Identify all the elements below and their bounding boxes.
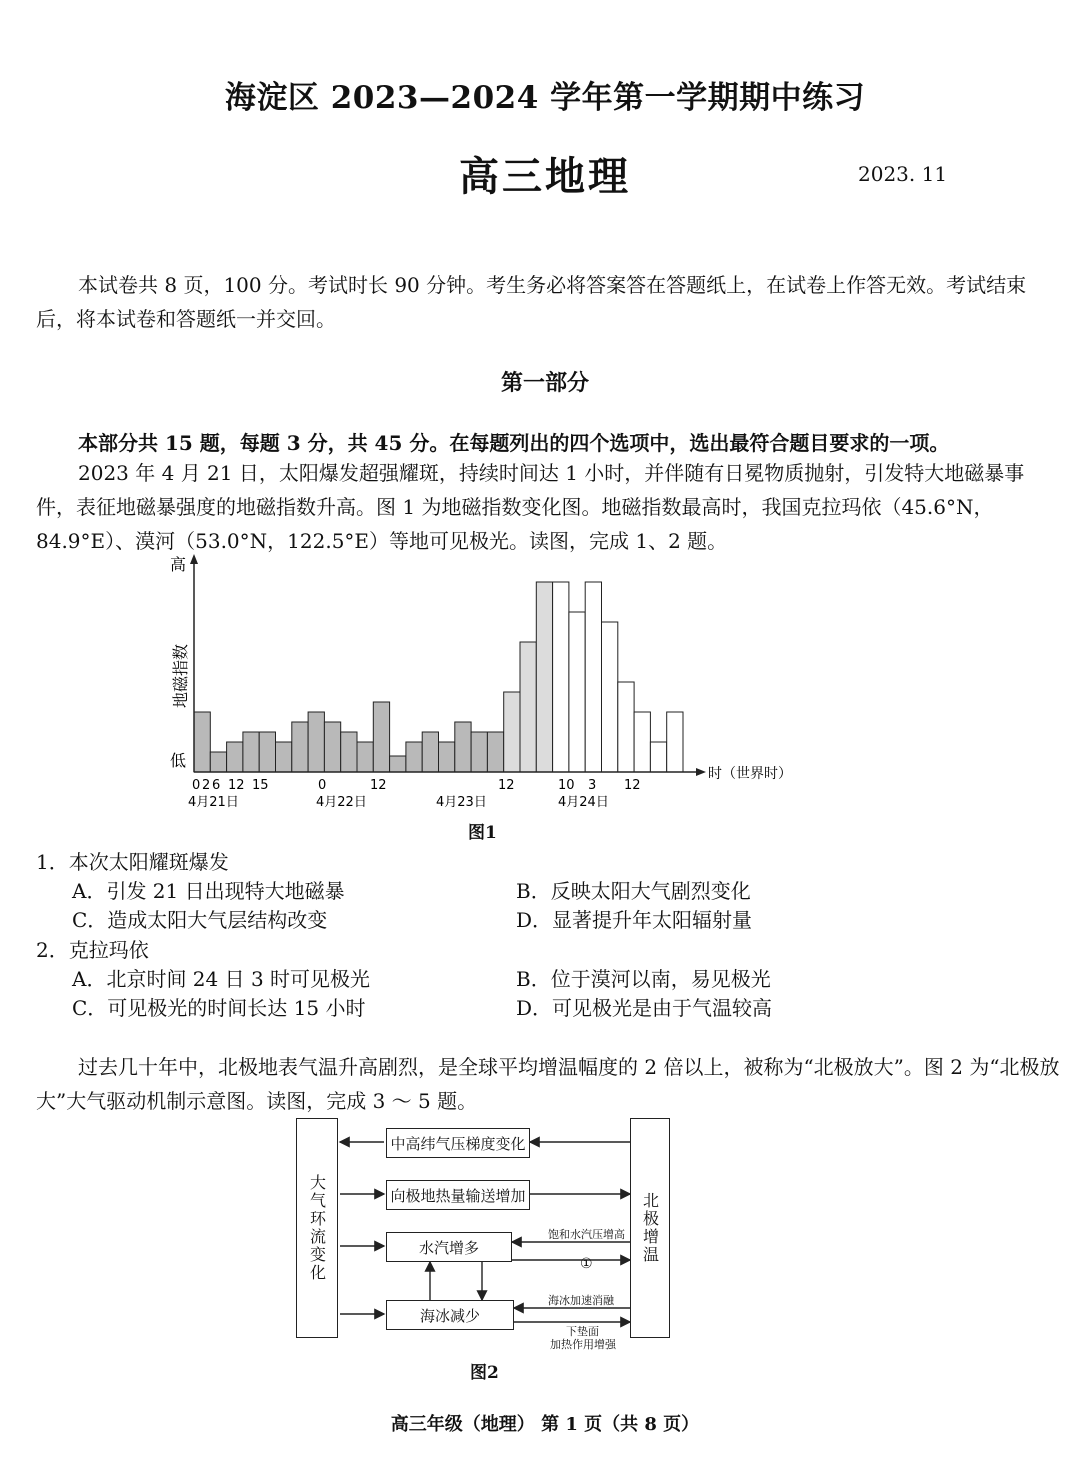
sea-ice-box: 海冰减少	[386, 1300, 514, 1330]
x-tick-label: 2	[202, 778, 211, 793]
chart-bar	[308, 712, 324, 772]
chart-bar	[667, 712, 683, 772]
x-axis-arrow-icon	[696, 768, 706, 776]
chart-bar	[634, 712, 650, 772]
question-1	[36, 846, 229, 875]
x-tick-label: 15	[252, 778, 269, 793]
y-axis-arrow-icon	[190, 554, 198, 564]
x-tick-label: 6	[212, 778, 221, 793]
q1-option-c: C．造成太阳大气层结构改变	[72, 908, 328, 932]
x-tick-label: 0	[318, 778, 327, 793]
chart-bar	[357, 742, 373, 772]
section-instruction: 本部分共 15 题，每题 3 分，共 45 分。在每题列出的四个选项中，选出最符合题目要求的一项。	[78, 431, 950, 455]
marker-1: ①	[580, 1256, 593, 1272]
x-tick-label: 12	[370, 778, 387, 793]
chart-bar	[650, 742, 666, 772]
chart-bar	[504, 692, 520, 772]
question-1-number: 1．	[36, 850, 69, 874]
q1-option-b: B．反映太阳大气剧烈变化	[516, 879, 751, 903]
ice-melt-label: 海冰加速消融	[548, 1294, 614, 1307]
q2-option-c: C．可见极光的时间长达 15 小时	[72, 996, 366, 1020]
chart-bar	[618, 682, 634, 772]
chart-bar	[569, 612, 585, 772]
arctic-warming-box	[630, 1118, 670, 1338]
q1-option-d: D．显著提升年太阳辐射量	[516, 908, 753, 932]
x-tick-label: 3	[588, 778, 597, 793]
chart-bar	[243, 732, 259, 772]
y-high-label: 高	[170, 555, 187, 574]
chart-bar	[406, 742, 422, 772]
x-tick-label: 12	[624, 778, 641, 793]
underlying-surface-label: 下垫面	[566, 1325, 599, 1338]
section-title: 第一部分	[500, 370, 589, 396]
x-tick-label: 10	[558, 778, 575, 793]
chart-bar	[602, 622, 618, 772]
chart-bar	[259, 732, 275, 772]
chart-bar	[422, 732, 438, 772]
chart-bar	[341, 732, 357, 772]
chart-bar	[553, 582, 569, 772]
y-low-label: 低	[170, 751, 187, 770]
chart-bar	[227, 742, 243, 772]
chart-bar	[471, 732, 487, 772]
saturation-label: 饱和水汽压增高	[548, 1228, 625, 1241]
heating-enhanced-label: 加热作用增强	[550, 1338, 616, 1351]
question-2-number: 2．	[36, 938, 69, 962]
x-axis-label: 时（世界时）	[708, 766, 792, 782]
chart-bar	[292, 722, 308, 772]
q2-option-d: D．可见极光是由于气温较高	[516, 996, 773, 1020]
page-footer: 高三年级（地理） 第 1 页（共 8 页）	[390, 1414, 700, 1435]
question-2	[36, 934, 149, 963]
y-axis-label: 地磁指数	[171, 643, 190, 708]
date-label: 4月22日	[316, 795, 367, 810]
figure2-caption: 图2	[470, 1363, 499, 1383]
figure1-caption: 图1	[468, 823, 497, 843]
date-label: 4月23日	[436, 795, 487, 810]
geomagnetic-chart	[160, 548, 820, 813]
date-label: 4月21日	[188, 795, 239, 810]
arctic-warming-label: 北极增温	[640, 1192, 660, 1264]
exam-title: 海淀区 2023—2024 学年第一学期期中练习	[224, 80, 866, 116]
chart-bar	[276, 742, 292, 772]
water-vapor-box: 水汽增多	[386, 1232, 512, 1262]
question-stem-3-5: 过去几十年中，北极地表气温升高剧烈，是全球平均增温幅度的 2 倍以上，被称为“北极放大”。图 2 为“北极放大”大气驱动机制示意图。读图，完成 3 ～ 5 题。	[36, 1055, 1060, 1113]
chart-bar	[373, 702, 389, 772]
chart-bar	[520, 642, 536, 772]
question-stem-1-2: 2023 年 4 月 21 日，太阳爆发超强耀斑，持续时间达 1 小时，并伴随有日冕物质抛射，引发特大地磁暴事件，表征地磁暴强度的地磁指数升高。图 1 为地磁指数变化图。地磁指数最高时，我国克拉玛依（45.6°N，84.9°E）、漠河（53.0°N，122.5°E）等地可见极光。读图，完成 1、2 题。	[36, 461, 1025, 553]
chart-bar	[194, 712, 210, 772]
chart-bar	[487, 732, 503, 772]
atmospheric-circulation-label: 大气环流变化	[307, 1174, 327, 1282]
x-tick-label: 12	[498, 778, 515, 793]
x-tick-label: 12	[228, 778, 245, 793]
question-2-stem: 克拉玛依	[68, 938, 149, 962]
chart-bar	[536, 582, 552, 772]
q2-option-a: A．北京时间 24 日 3 时可见极光	[72, 967, 371, 991]
intro-paragraph: 本试卷共 8 页，100 分。考试时长 90 分钟。考生务必将答案答在答题纸上，在试卷上作答无效。考试结束后，将本试卷和答题纸一并交回。	[36, 273, 1027, 331]
subject-title: 高三地理	[459, 153, 631, 200]
chart-bar	[585, 582, 601, 772]
date-label: 4月24日	[558, 795, 609, 810]
arctic-amplification-diagram	[296, 1118, 671, 1340]
question-1-stem: 本次太阳耀斑爆发	[68, 850, 229, 874]
chart-bar	[390, 756, 406, 772]
heat-transport-box: 向极地热量输送增加	[386, 1180, 530, 1210]
chart-bar	[210, 752, 226, 772]
chart-bar	[439, 742, 455, 772]
q2-option-b: B．位于漠河以南，易见极光	[516, 967, 771, 991]
chart-bar	[324, 722, 340, 772]
pressure-gradient-box: 中高纬气压梯度变化	[386, 1128, 530, 1158]
q1-option-a: A．引发 21 日出现特大地磁暴	[72, 879, 345, 903]
chart-bar	[455, 722, 471, 772]
exam-date: 2023. 11	[858, 162, 948, 186]
atmospheric-circulation-box	[296, 1118, 338, 1338]
x-tick-label: 0	[192, 778, 201, 793]
